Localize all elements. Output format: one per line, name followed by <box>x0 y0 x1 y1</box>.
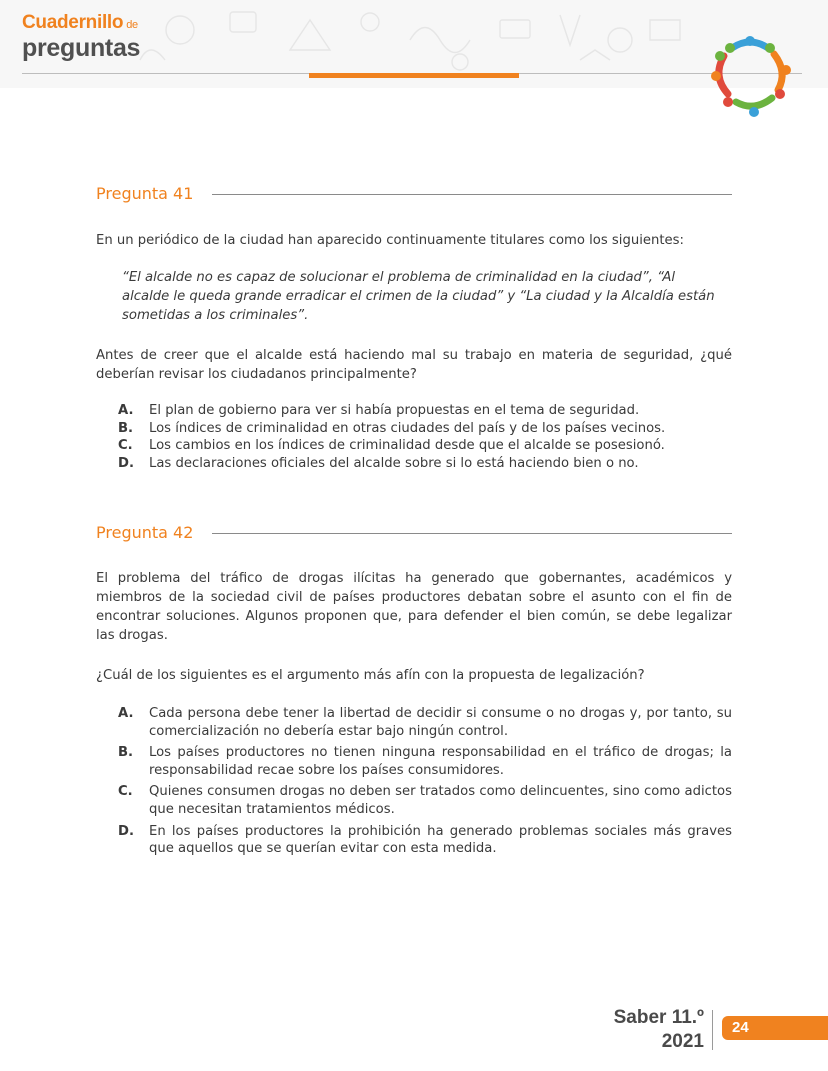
question-42-intro: El problema del tráfico de drogas ilícitas ha generado que gobernantes, académicos y miembros de la sociedad civil de países productores debatan sobre el asunto con el fin de encontrar soluciones. Algunos proponen que, para defender el bien común, se debe legalizar las drogas. <box>96 571 732 643</box>
question-41-option-d[interactable] <box>118 455 732 473</box>
question-41-title: Pregunta 41 <box>96 184 205 204</box>
footer-exam-label <box>614 1006 704 1054</box>
question-42-title: Pregunta 42 <box>96 523 205 543</box>
question-41-options <box>118 402 732 472</box>
question-42-option-c[interactable] <box>118 783 732 818</box>
option-letter: B. <box>118 745 134 761</box>
brand-title-small: de <box>126 19 138 31</box>
question-42-rule <box>212 533 732 534</box>
question-41-stem: Antes de creer que el alcalde está haciendo mal su trabajo en materia de seguridad, ¿qué deberían revisar los ciudadanos principalmente? <box>96 348 732 382</box>
question-41-option-c[interactable] <box>118 437 732 455</box>
question-41-intro: En un periódico de la ciudad han aparecido continuamente titulares como los siguientes: <box>96 233 684 248</box>
question-42-option-b[interactable] <box>118 744 732 779</box>
footer-exam-year: 2021 <box>661 1031 704 1052</box>
question-41-rule <box>212 194 732 195</box>
option-text: En los países productores la prohibición ha generado problemas sociales más graves que aquellos que se querían evitar con esta medida. <box>149 823 732 857</box>
option-text: Los cambios en los índices de criminalidad desde que el alcalde se posesionó. <box>149 438 665 454</box>
option-text: Los países productores no tienen ninguna responsabilidad en el tráfico de drogas; la responsabilidad recae sobre los países consumidores. <box>149 745 732 778</box>
header-accent-bar <box>309 73 519 78</box>
option-text: Las declaraciones oficiales del alcalde sobre si lo está haciendo bien o no. <box>149 455 639 471</box>
option-letter: C. <box>118 438 133 454</box>
option-letter: A. <box>118 403 134 418</box>
footer-divider <box>712 1010 713 1050</box>
brand-subtitle: preguntas <box>22 34 141 62</box>
people-circle-logo-icon <box>702 32 798 122</box>
question-41-option-b[interactable] <box>118 420 732 438</box>
option-text: Los índices de criminalidad en otras ciudades del país y de los países vecinos. <box>149 420 666 436</box>
page-number: 24 <box>732 1019 749 1036</box>
option-text: El plan de gobierno para ver si había propuestas en el tema de seguridad. <box>149 403 640 418</box>
brand-title <box>22 12 138 34</box>
footer-exam-name: Saber 11.º <box>613 1007 704 1028</box>
option-letter: D. <box>118 455 134 471</box>
option-text: Quienes consumen drogas no deben ser tratados como delincuentes, sino como adictos que necesitan tratamientos médicos. <box>149 784 732 817</box>
brand-title-main: Cuadernillo <box>22 12 124 33</box>
question-42-options <box>118 705 732 858</box>
option-letter: A. <box>118 706 134 721</box>
question-42-stem: ¿Cuál de los siguientes es el argumento más afín con la propuesta de legalización? <box>96 668 645 683</box>
option-letter: B. <box>118 420 134 436</box>
question-42-option-d[interactable] <box>118 823 732 858</box>
question-41-option-a[interactable] <box>118 402 732 420</box>
option-letter: C. <box>118 784 133 800</box>
question-42-option-a[interactable] <box>118 705 732 740</box>
question-41-heading <box>96 184 732 204</box>
question-42-heading <box>96 523 732 543</box>
option-letter: D. <box>118 823 134 839</box>
option-text: Cada persona debe tener la libertad de decidir si consume o no drogas y, por tanto, su comercialización no debería estar bajo ningún control. <box>149 706 732 739</box>
question-41-quote: “El alcalde no es capaz de solucionar el problema de criminalidad en la ciudad”, “Al alcalde le queda grande erradicar el crimen de la ciudad” y “La ciudad y la Alcaldía están sometidas a los criminales”. <box>122 270 715 323</box>
